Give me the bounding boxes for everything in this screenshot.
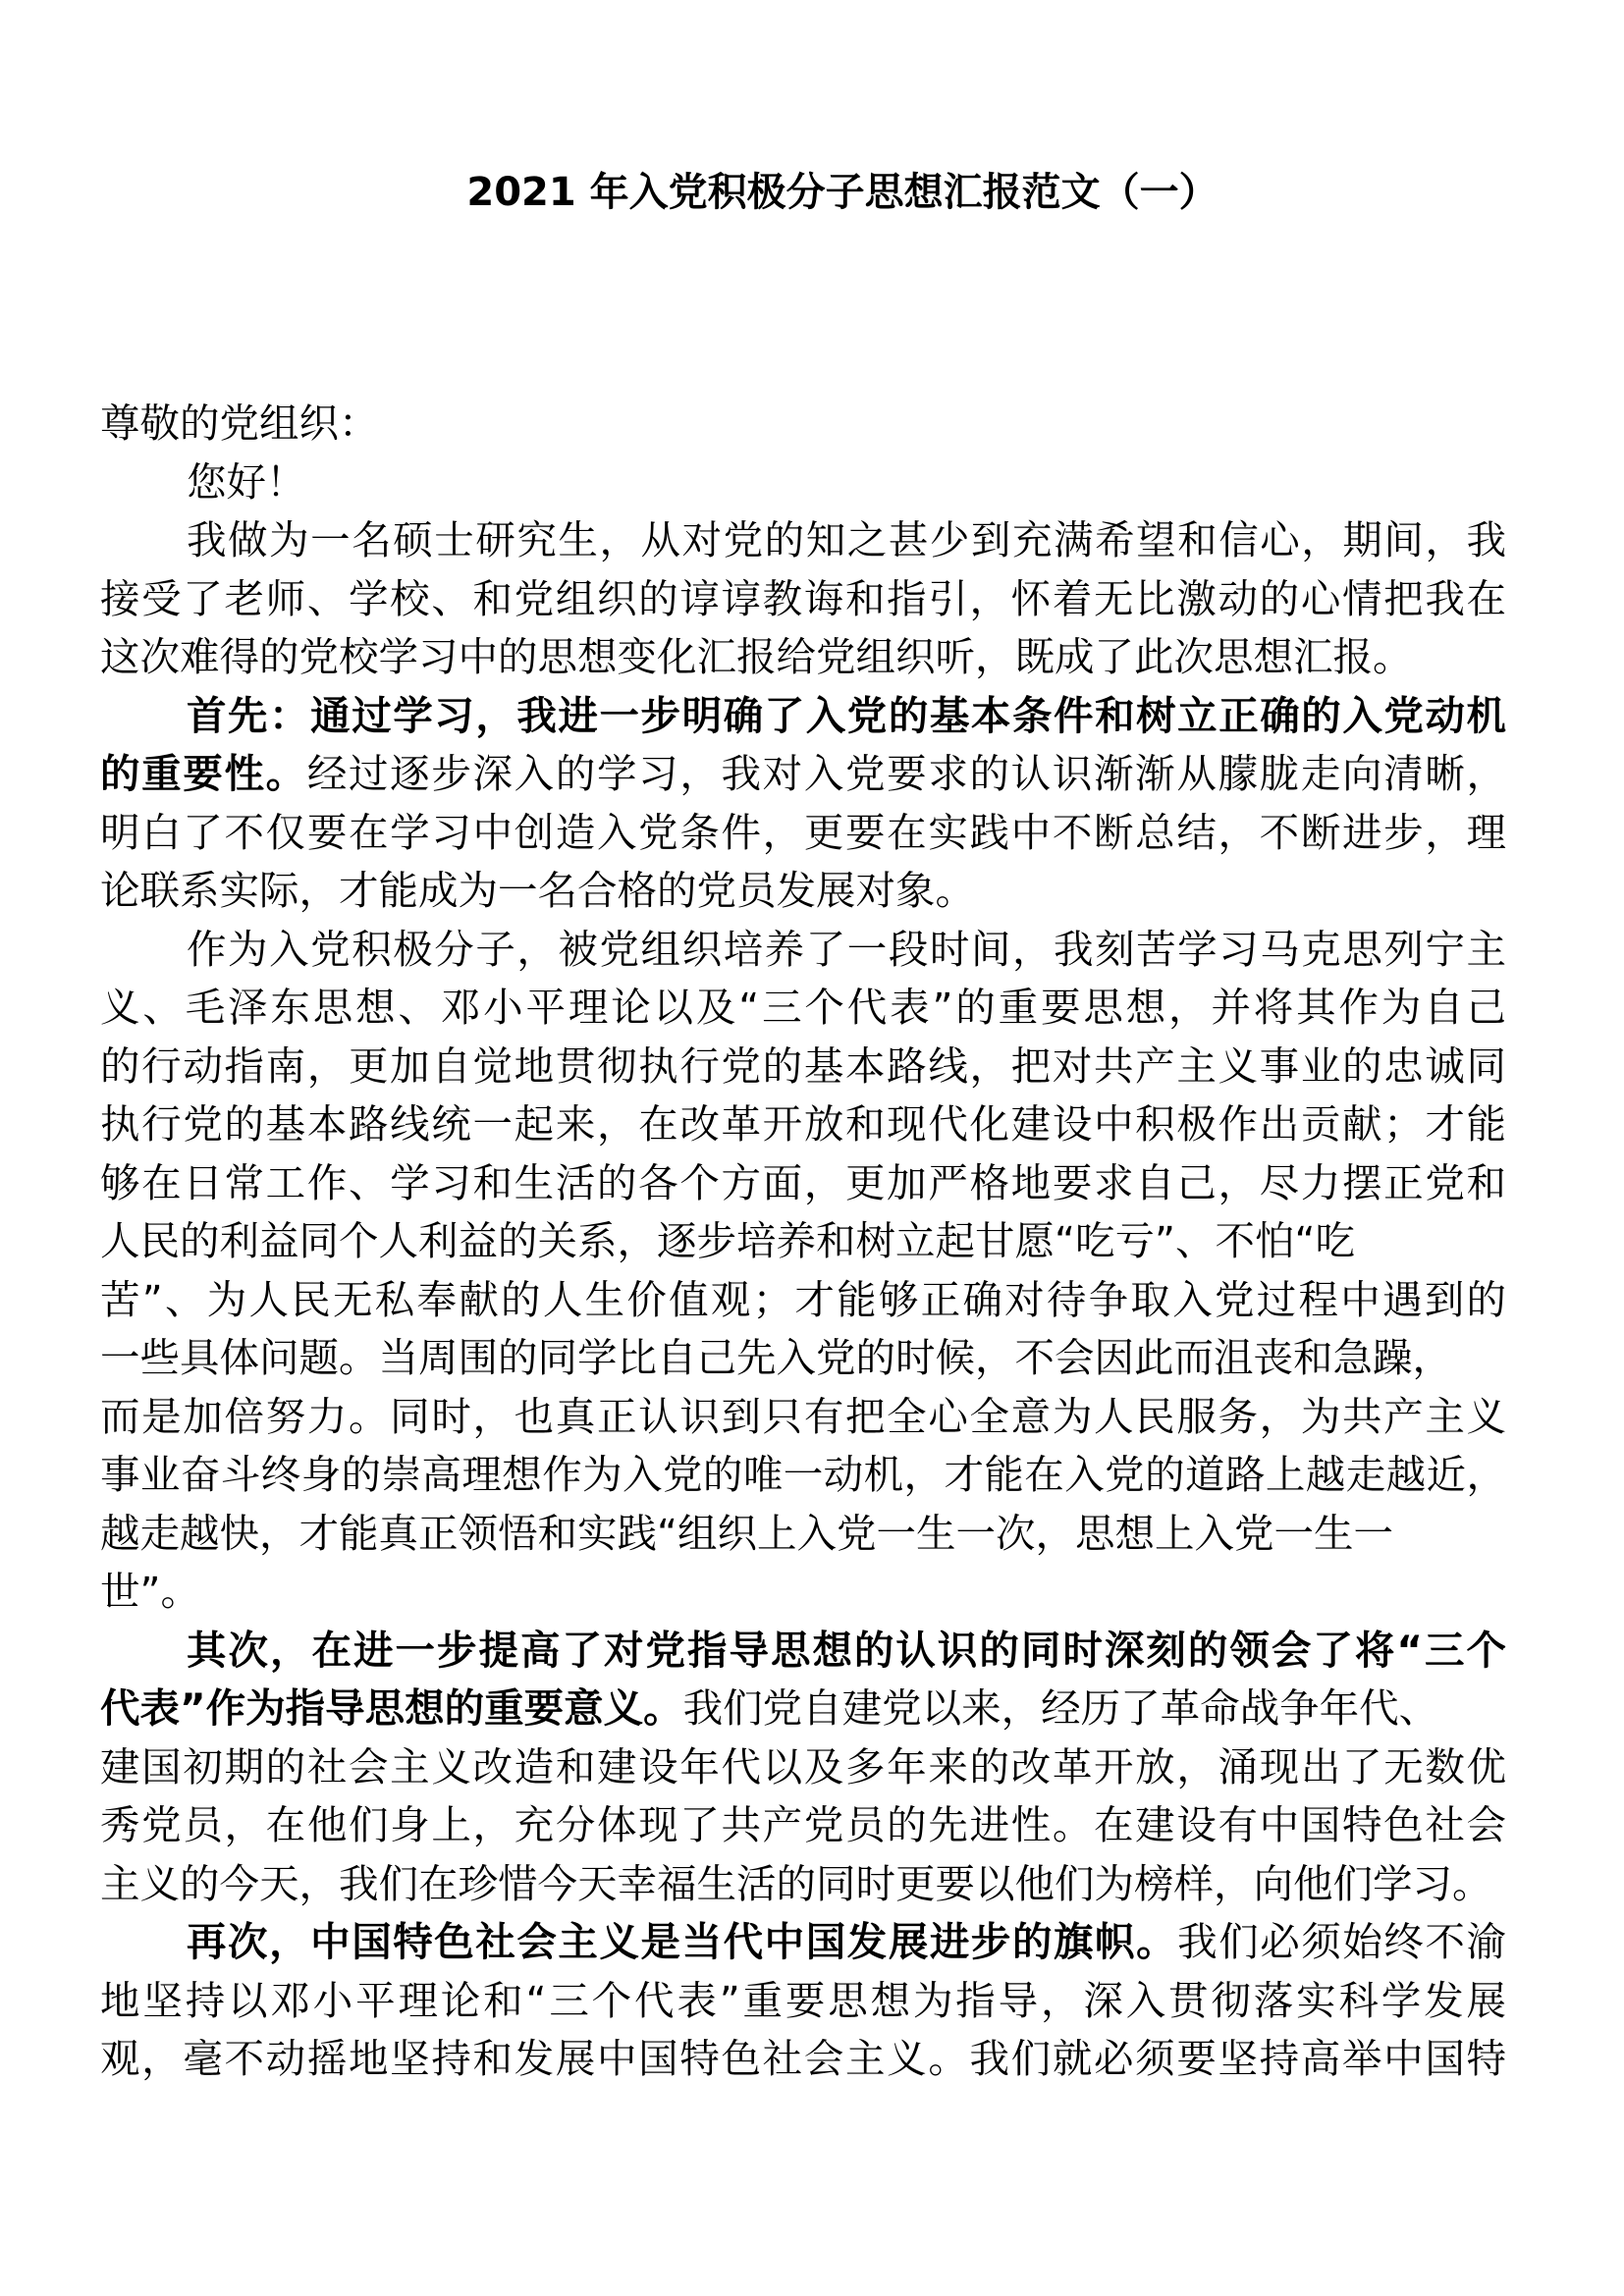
text-line <box>100 1855 1506 1914</box>
text-segment: 这次难得的党校学习中的思想变化汇报给党组织听，既成了此次思想汇报。 <box>100 633 1413 680</box>
text-line <box>100 1505 1506 1564</box>
text-line <box>100 921 1506 980</box>
bold-text-segment: 其次，在进一步提高了对党指导思想的认识的同时深刻的领会了将“三个 <box>187 1626 1506 1674</box>
text-line <box>100 687 1506 746</box>
text-segment: 主义的今天，我们在珍惜今天幸福生活的同时更要以他们为榜样，向他们学习。 <box>100 1859 1492 1907</box>
text-line <box>100 570 1506 629</box>
text-line <box>100 804 1506 863</box>
text-line <box>100 454 1506 512</box>
text-line <box>100 628 1506 687</box>
text-line <box>100 1796 1506 1855</box>
text-segment: 执行党的基本路线统一起来，在改革开放和现代化建设中积极作出贡献；才能 <box>100 1100 1506 1148</box>
text-line <box>100 1680 1506 1738</box>
text-line <box>100 1329 1506 1388</box>
text-segment: 我们党自建党以来，经历了革命战争年代、 <box>682 1684 1439 1732</box>
text-line <box>100 1212 1506 1271</box>
text-segment: 世”。 <box>100 1568 200 1615</box>
bold-text-segment: 代表”作为指导思想的重要意义。 <box>100 1684 683 1732</box>
text-segment: 苦”、为人民无私奉献的人生价值观；才能够正确对待争取入党过程中遇到的 <box>100 1275 1506 1323</box>
text-line <box>100 1271 1506 1330</box>
text-segment: 而是加倍努力。同时，也真正认识到只有把全心全意为人民服务，为共产主义 <box>100 1392 1506 1440</box>
text-line <box>100 979 1506 1038</box>
text-segment: 明白了不仅要在学习中创造入党条件，更要在实践中不断总结，不断进步，理 <box>100 808 1506 856</box>
text-line <box>100 1154 1506 1213</box>
text-line <box>100 511 1506 570</box>
text-line <box>100 1388 1506 1447</box>
text-segment: 事业奋斗终身的崇高理想作为入党的唯一动机，才能在入党的道路上越走越近， <box>100 1451 1506 1498</box>
bold-text-segment: 首先：通过学习，我进一步明确了入党的基本条件和树立正确的入党动机 <box>187 691 1506 739</box>
text-line <box>100 745 1506 804</box>
bold-text-segment: 的重要性。 <box>100 750 307 797</box>
text-line <box>100 1738 1506 1797</box>
text-segment: 论联系实际，才能成为一名合格的党员发展对象。 <box>100 867 975 914</box>
text-segment: 接受了老师、学校、和党组织的谆谆教诲和指引，怀着无比激动的心情把我在 <box>100 574 1506 622</box>
text-segment: 我们必须始终不渝 <box>1177 1918 1507 1965</box>
text-segment: 经过逐步深入的学习，我对入党要求的认识渐渐从朦胧走向清晰， <box>306 750 1507 797</box>
text-line <box>100 395 1506 454</box>
text-line <box>100 1972 1506 2031</box>
document-body <box>100 395 1506 2089</box>
text-line <box>100 862 1506 921</box>
bold-text-segment: 再次，中国特色社会主义是当代中国发展进步的旗帜。 <box>187 1918 1178 1965</box>
text-segment: 人民的利益同个人利益的关系，逐步培养和树立起甘愿“吃亏”、不怕“吃 <box>100 1217 1355 1264</box>
text-segment: 义、毛泽东思想、邓小平理论以及“三个代表”的重要思想，并将其作为自己 <box>100 984 1506 1031</box>
text-line <box>100 2030 1506 2089</box>
text-segment: 地坚持以邓小平理论和“三个代表”重要思想为指导，深入贯彻落实科学发展 <box>100 1976 1506 2024</box>
text-segment: 越走越快，才能真正领悟和实践“组织上入党一生一次，思想上入党一生一 <box>100 1509 1393 1557</box>
text-segment: 的行动指南，更加自觉地贯彻执行党的基本路线，把对共产主义事业的忠诚同 <box>100 1041 1506 1090</box>
text-segment: 一些具体问题。当周围的同学比自己先入党的时候，不会因此而沮丧和急躁， <box>100 1334 1452 1381</box>
text-line <box>100 1563 1506 1622</box>
text-segment: 建国初期的社会主义改造和建设年代以及多年来的改革开放，涌现出了无数优 <box>100 1742 1506 1790</box>
text-segment: 够在日常工作、学习和生活的各个方面，更加严格地要求自己，尽力摆正党和 <box>100 1158 1506 1206</box>
text-line <box>100 1622 1506 1681</box>
text-segment: 我做为一名硕士研究生，从对党的知之甚少到充满希望和信心，期间，我 <box>187 516 1506 563</box>
text-line <box>100 1038 1506 1096</box>
text-segment: 您好！ <box>187 457 306 506</box>
text-line <box>100 1913 1506 1972</box>
text-segment: 作为入党积极分子，被党组织培养了一段时间，我刻苦学习马克思列宁主 <box>187 925 1506 973</box>
document-title: 2021 年入党积极分子思想汇报范文（一） <box>466 170 1218 215</box>
text-segment: 秀党员，在他们身上，充分体现了共产党员的先进性。在建设有中国特色社会 <box>100 1801 1506 1848</box>
text-line <box>100 1446 1506 1505</box>
text-line <box>100 1095 1506 1154</box>
text-segment: 观，毫不动摇地坚持和发展中国特色社会主义。我们就必须要坚持高举中国特 <box>100 2035 1506 2082</box>
text-segment: 尊敬的党组织： <box>100 400 379 447</box>
